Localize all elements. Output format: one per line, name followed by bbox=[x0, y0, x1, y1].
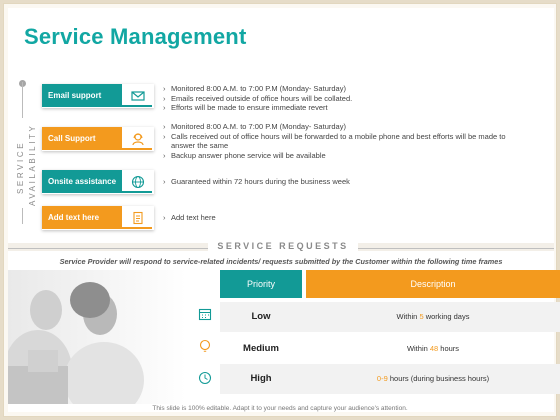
description-cell: Within 5 working days bbox=[396, 312, 470, 321]
bullet: › Guaranteed within 72 hours during the business week bbox=[163, 177, 350, 187]
table-row bbox=[220, 364, 560, 394]
globe-icon bbox=[124, 170, 152, 193]
table-row bbox=[220, 302, 560, 332]
priority-cell: Medium bbox=[243, 343, 279, 354]
calendar-icon bbox=[196, 305, 214, 323]
headset-icon bbox=[124, 127, 152, 150]
card-call-support[interactable] bbox=[42, 127, 156, 150]
service-availability-label bbox=[12, 123, 44, 206]
card-label: Email support bbox=[42, 84, 122, 107]
card-label: Onsite assistance bbox=[42, 170, 122, 193]
bullet: › Monitored 8:00 A.M. to 7:00 P.M (Monday- Saturday) bbox=[163, 122, 523, 132]
description-cell: 0-9 hours (during business hours) bbox=[376, 374, 490, 383]
clock-icon bbox=[196, 369, 214, 387]
vertical-label-availability: AVAILABILITY bbox=[28, 123, 37, 206]
column-header-description: Description bbox=[306, 270, 560, 298]
card-label: Add text here bbox=[42, 206, 122, 229]
divider-line-left bbox=[8, 248, 208, 249]
column-header-priority: Priority bbox=[220, 270, 302, 298]
divider-line-right bbox=[358, 248, 554, 249]
bullet: › Monitored 8:00 A.M. to 7:00 P.M (Monday- Saturday) bbox=[163, 84, 352, 94]
vertical-label-service: SERVICE bbox=[16, 140, 25, 194]
card-email-bullets bbox=[163, 84, 352, 113]
support-team-photo bbox=[8, 270, 186, 404]
email-icon bbox=[124, 84, 152, 107]
slide-frame bbox=[3, 3, 557, 417]
table-row bbox=[220, 334, 560, 364]
timeline-line-top bbox=[22, 82, 23, 118]
priority-cell: Low bbox=[251, 311, 271, 322]
bullet: › Calls received out of office hours will be forwarded to a mobile phone and best efforts will be made to answer the same bbox=[163, 132, 523, 151]
service-requests-subtitle: Service Provider will respond to service-related incidents/ requests submitted by the Customer within the following time frames bbox=[59, 257, 503, 266]
card-add-text-bullets bbox=[163, 213, 216, 223]
card-call-bullets bbox=[163, 122, 523, 160]
bullet: › Efforts will be made to ensure immediate revert bbox=[163, 103, 352, 113]
document-icon bbox=[124, 206, 152, 229]
description-cell: Within 48 hours bbox=[406, 344, 460, 353]
lightbulb-icon bbox=[196, 337, 214, 355]
bullet: › Add text here bbox=[163, 213, 216, 223]
page-title: Service Management bbox=[24, 24, 247, 49]
bullet: › Backup answer phone service will be available bbox=[163, 151, 523, 161]
card-label: Call Support bbox=[42, 127, 122, 150]
timeline-line-bottom bbox=[22, 208, 23, 224]
priority-cell: High bbox=[250, 373, 272, 384]
slide bbox=[8, 8, 554, 412]
bullet: › Emails received outside of office hours will be collated. bbox=[163, 94, 352, 104]
service-requests-title: SERVICE REQUESTS bbox=[208, 241, 358, 251]
footer-note: This slide is 100% editable. Adapt it to your needs and capture your audience's attention. bbox=[152, 405, 408, 412]
card-add-text[interactable] bbox=[42, 206, 156, 229]
card-onsite-assistance[interactable] bbox=[42, 170, 156, 193]
card-onsite-bullets bbox=[163, 177, 350, 187]
card-email-support[interactable] bbox=[42, 84, 156, 107]
